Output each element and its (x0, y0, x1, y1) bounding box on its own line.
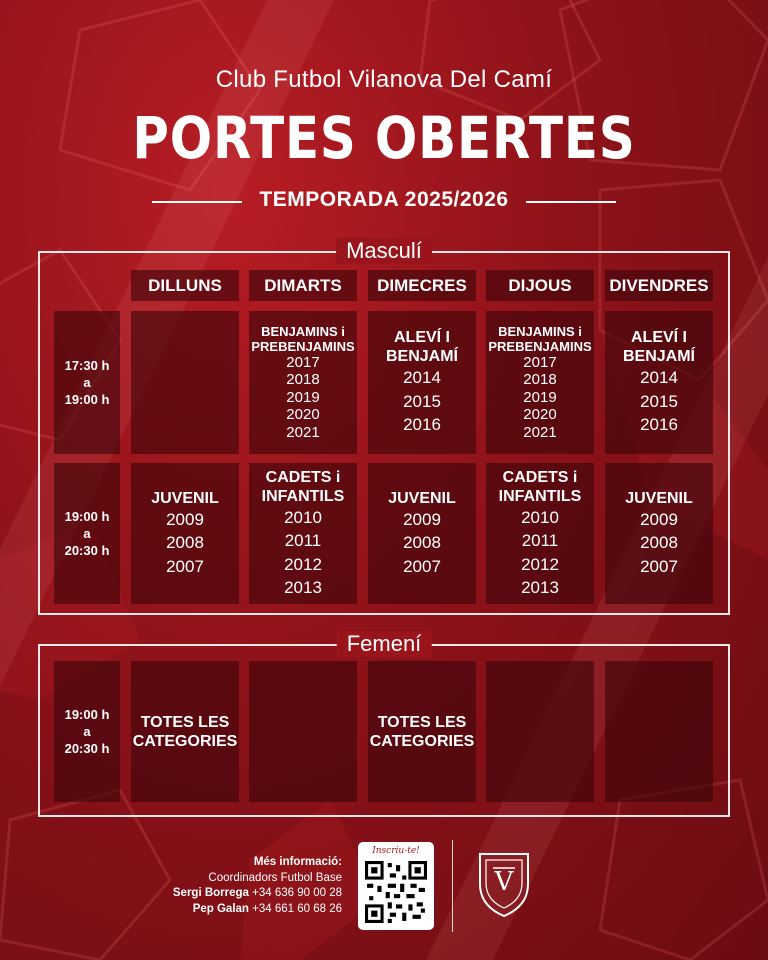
category-name: JUVENIL (388, 489, 456, 507)
time-text: a (83, 526, 91, 541)
birth-year: 2015 (640, 391, 678, 411)
time-slot (54, 661, 120, 802)
season-label: TEMPORADA 2025/2026 (259, 188, 509, 211)
category-name: ALEVÍ I (630, 329, 687, 347)
day-header-divendres: DIVENDRES (605, 270, 713, 301)
category-name: TOTES LES (140, 713, 230, 731)
birth-year: 2008 (403, 533, 441, 553)
contact-phone: +34 636 90 00 28 (252, 887, 342, 899)
category-name: BENJAMÍ (622, 348, 695, 366)
contact-name: Sergi Borrega (172, 887, 249, 899)
section-title-femeni: Femení (337, 631, 432, 657)
qr-code-icon (365, 861, 427, 923)
more-info-label: Més informació: (253, 856, 342, 868)
birth-year: 2016 (640, 415, 678, 435)
birth-year: 2020 (286, 406, 320, 424)
category-block (386, 328, 458, 437)
category-name: CATEGORIES (132, 732, 238, 750)
coordinators-label: Coordinadors Futbol Base (208, 871, 342, 884)
birth-year: 2012 (521, 554, 559, 574)
category-block (388, 489, 456, 579)
schedule-cell (368, 463, 476, 604)
day-header-dimarts: DIMARTS (249, 270, 357, 301)
schedule-cell (486, 661, 594, 802)
schedule-cell (131, 463, 239, 604)
schedule-cell (249, 661, 357, 802)
contact-line (100, 902, 342, 918)
time-text: 20:30 h (64, 741, 110, 756)
day-header-dijous: DIJOUS (486, 270, 594, 301)
time-text: 20:30 h (64, 543, 110, 558)
category-block (133, 713, 238, 751)
category-name: CATEGORIES (369, 732, 475, 750)
category-name: BENJAMÍ (385, 348, 458, 366)
birth-year: 2017 (523, 353, 557, 371)
category-block (623, 328, 695, 437)
birth-year: 2011 (521, 531, 559, 550)
page-title: PORTES OBERTES (132, 104, 636, 172)
club-name: Club Futbol Vilanova Del Camí (215, 66, 553, 93)
schedule-cell (605, 661, 713, 802)
birth-year: 2009 (403, 509, 441, 529)
birth-year: 2014 (403, 368, 441, 388)
birth-year: 2010 (521, 507, 559, 527)
schedule-cell (368, 311, 476, 454)
schedule-cell (486, 463, 594, 604)
category-block (151, 489, 219, 579)
birth-year: 2019 (523, 388, 557, 406)
contact-phone: +34 661 60 68 26 (252, 902, 342, 915)
birth-year: 2007 (640, 556, 678, 576)
birth-year: 2016 (403, 415, 441, 435)
category-name: BENJAMINS i (498, 323, 582, 339)
birth-year: 2008 (166, 533, 204, 553)
contact-info (100, 855, 342, 917)
birth-year: 2018 (523, 371, 557, 389)
category-name: CADETS i (502, 468, 578, 486)
category-block (499, 468, 582, 600)
club-crest-icon (476, 850, 532, 920)
category-block (370, 713, 475, 751)
footer-divider (452, 840, 453, 932)
schedule-cell (605, 463, 713, 604)
category-name: TOTES LES (377, 713, 467, 731)
qr-label: Inscriu-te! (372, 846, 420, 856)
day-header-dilluns: DILLUNS (131, 270, 239, 301)
birth-year: 2009 (166, 509, 204, 529)
time-text: a (83, 724, 91, 739)
category-name: INFANTILS (498, 487, 582, 505)
birth-year: 2020 (523, 406, 557, 424)
time-text: 19:00 h (64, 707, 110, 722)
schedule-cell (249, 463, 357, 604)
time-text: 17:30 h (64, 358, 110, 373)
birth-year: 2015 (403, 391, 441, 411)
contact-name: Pep Galan (192, 902, 249, 915)
schedule-cell (605, 311, 713, 454)
birth-year: 2012 (284, 554, 322, 574)
time-slot (54, 463, 120, 604)
category-name: BENJAMINS i (261, 323, 345, 339)
birth-year: 2007 (166, 556, 204, 576)
contact-line (100, 886, 342, 902)
time-text: a (83, 375, 91, 390)
birth-year: 2013 (284, 578, 322, 597)
time-text: 19:00 h (64, 392, 110, 407)
birth-year: 2021 (523, 423, 557, 441)
category-name: JUVENIL (151, 489, 219, 507)
birth-year: 2018 (286, 371, 320, 389)
category-block (262, 468, 345, 600)
birth-year: 2021 (286, 423, 320, 441)
category-name: PREBENJAMINS (251, 338, 355, 354)
category-name: PREBENJAMINS (488, 338, 592, 354)
qr-code[interactable] (358, 842, 434, 930)
schedule-cell (368, 661, 476, 802)
schedule-cell (486, 311, 594, 454)
schedule-cell (131, 311, 239, 454)
time-text: 19:00 h (64, 509, 110, 524)
birth-year: 2017 (286, 353, 320, 371)
birth-year: 2008 (640, 533, 678, 553)
category-name: ALEVÍ I (393, 329, 450, 347)
schedule-cell (131, 661, 239, 802)
category-name: INFANTILS (261, 487, 345, 505)
section-title-masculi: Masculí (336, 238, 432, 264)
category-name: JUVENIL (625, 489, 693, 507)
divider-right (526, 201, 616, 203)
time-slot (54, 311, 120, 454)
svg-text:V: V (494, 867, 514, 897)
day-header-dimecres: DIMECRES (368, 270, 476, 301)
category-block (488, 324, 591, 442)
category-block (625, 489, 693, 579)
category-name: CADETS i (265, 468, 341, 486)
birth-year: 2007 (403, 556, 441, 576)
schedule-cell (249, 311, 357, 454)
birth-year: 2014 (640, 368, 678, 388)
birth-year: 2010 (284, 507, 322, 527)
birth-year: 2011 (284, 531, 322, 550)
category-block (251, 324, 354, 442)
birth-year: 2013 (521, 578, 559, 597)
birth-year: 2009 (640, 509, 678, 529)
birth-year: 2019 (286, 388, 320, 406)
